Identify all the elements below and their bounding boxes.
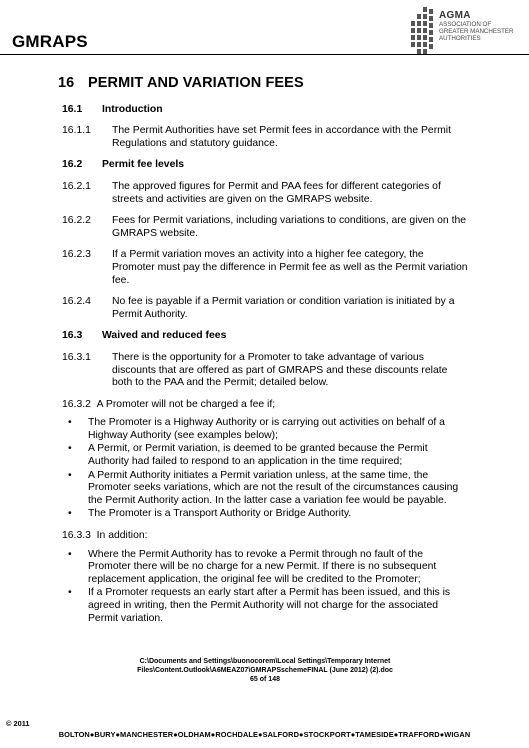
- agma-logo: [407, 6, 525, 60]
- logo-line2: GREATER MANCHESTER: [439, 28, 514, 36]
- paragraph: [62, 530, 468, 543]
- header-title: GMRAPS: [12, 32, 88, 51]
- bullet-icon: •: [68, 587, 72, 599]
- paragraph-number: 16.3.1: [62, 351, 91, 363]
- bullet-icon: •: [68, 548, 72, 560]
- bullet-icon: •: [68, 417, 72, 429]
- paragraph-number: 16.2.3: [62, 249, 91, 261]
- list-item-text: Where the Permit Authority has to revoke a Permit through no fault of the Promoter there will be no charge for a new Permit. If there is no subsequent replacement application, the original fee will be credited to the Promoter;: [88, 548, 437, 585]
- paragraph-number: 16.2.2: [62, 215, 91, 227]
- footer-file-path: [100, 657, 430, 684]
- list-item-text: If a Promoter requests an early start after a Permit has been issued, and this is agreed in writing, then the Permit Authority will not charge for the associated Permit variation.: [88, 587, 451, 624]
- section-number: 16.2: [62, 159, 83, 171]
- paragraph: [62, 352, 468, 390]
- paragraph-text: No fee is payable if a Permit variation or condition variation is initiated by a Permit Authority.: [112, 296, 455, 320]
- bullet-list: [62, 549, 468, 626]
- section-number: 16.1: [62, 103, 83, 115]
- chapter-heading: [58, 77, 468, 90]
- copyright: © 2011: [6, 719, 30, 728]
- paragraph: [62, 125, 468, 150]
- section-heading: [62, 104, 468, 117]
- paragraph: [62, 399, 468, 412]
- document-body: [58, 77, 468, 634]
- chapter-number: 16: [58, 75, 75, 91]
- list-item-text: A Permit, or Permit variation, is deemed to be granted because the Permit Authority had failed to respond to an application in the time required;: [88, 443, 428, 468]
- paragraph-text: A Promoter will not be charged a fee if;: [96, 398, 276, 410]
- logo-line1: ASSOCIATION OF: [439, 21, 492, 28]
- list-item-text: The Promoter is a Transport Authority or Bridge Authority.: [88, 508, 352, 520]
- list-item-text: A Permit Authority initiates a Permit variation unless, at the same time, the Promoter seeks variations, which are not the result of the circumstances causing the Permit Authority action. In the latter case a variation fee would be payable.: [88, 469, 459, 506]
- paragraph: [62, 215, 468, 240]
- paragraph-number: 16.3.2: [62, 398, 91, 410]
- section-title: Permit fee levels: [102, 159, 185, 171]
- paragraph-number: 16.2.1: [62, 180, 91, 192]
- logo-abbr: AGMA: [439, 10, 471, 21]
- section-number: 16.3: [62, 330, 83, 342]
- logo-line3: AUTHORITIES: [439, 35, 481, 43]
- chapter-title: PERMIT AND VARIATION FEES: [88, 75, 304, 91]
- page-number: 65 of 148: [250, 676, 280, 683]
- section-heading: [62, 330, 468, 343]
- list-item-text: The Promoter is a Highway Authority or is carrying out activities on behalf of a Highway Authority (see examples below);: [88, 417, 445, 441]
- bullet-list: [62, 417, 468, 521]
- section-title: Waived and reduced fees: [102, 330, 227, 342]
- section-heading: [62, 159, 468, 172]
- footer-path-line2: Files\Content.Outlook\A6MEAZ07\GMRAPSschemeFINAL (June 2012) (2).doc: [137, 667, 393, 674]
- paragraph-text: The Permit Authorities have set Permit fees in accordance with the Permit Regulations and statutory guidance.: [112, 125, 451, 149]
- section-title: Introduction: [102, 103, 163, 115]
- header-rule: [0, 54, 529, 55]
- list-item: [62, 443, 468, 468]
- paragraph: [62, 249, 468, 287]
- footer-towns: BOLTON●BURY●MANCHESTER●OLDHAM●ROCHDALE●SALFORD●STOCKPORT●TAMESIDE●TRAFFORD●WIGAN: [58, 730, 471, 739]
- list-item: [62, 549, 468, 587]
- paragraph-text: There is the opportunity for a Promoter to take advantage of various discounts that are offered as part of GMRAPS and these discounts relate both to the PAA and the Permit; detailed below.: [112, 351, 448, 389]
- paragraph-text: If a Permit variation moves an activity into a higher fee category, the Promoter must pay the difference in Permit fee as well as the Permit variation fee.: [112, 249, 468, 286]
- paragraph-number: 16.3.3: [62, 530, 91, 542]
- list-item: [62, 508, 468, 521]
- agma-logo-icon: [407, 6, 437, 56]
- footer-path-line1: C:\Documents and Settings\buonocorem\Local Settings\Temporary Internet: [139, 658, 391, 665]
- list-item: [62, 470, 468, 508]
- paragraph-text: Fees for Permit variations, including variations to conditions, are given on the GMRAPS website.: [112, 215, 467, 239]
- bullet-icon: •: [68, 469, 72, 481]
- paragraph: [62, 296, 468, 321]
- paragraph: [62, 181, 468, 206]
- list-item: [62, 417, 468, 442]
- paragraph-number: 16.1.1: [62, 125, 91, 137]
- paragraph-number: 16.2.4: [62, 296, 91, 308]
- paragraph-text: The approved figures for Permit and PAA fees for different categories of streets and activities are given on the GMRAPS website.: [112, 180, 441, 205]
- bullet-icon: •: [68, 508, 72, 520]
- list-item: [62, 587, 468, 625]
- paragraph-text: In addition:: [96, 530, 148, 542]
- bullet-icon: •: [68, 443, 72, 455]
- logo-text: [439, 10, 514, 43]
